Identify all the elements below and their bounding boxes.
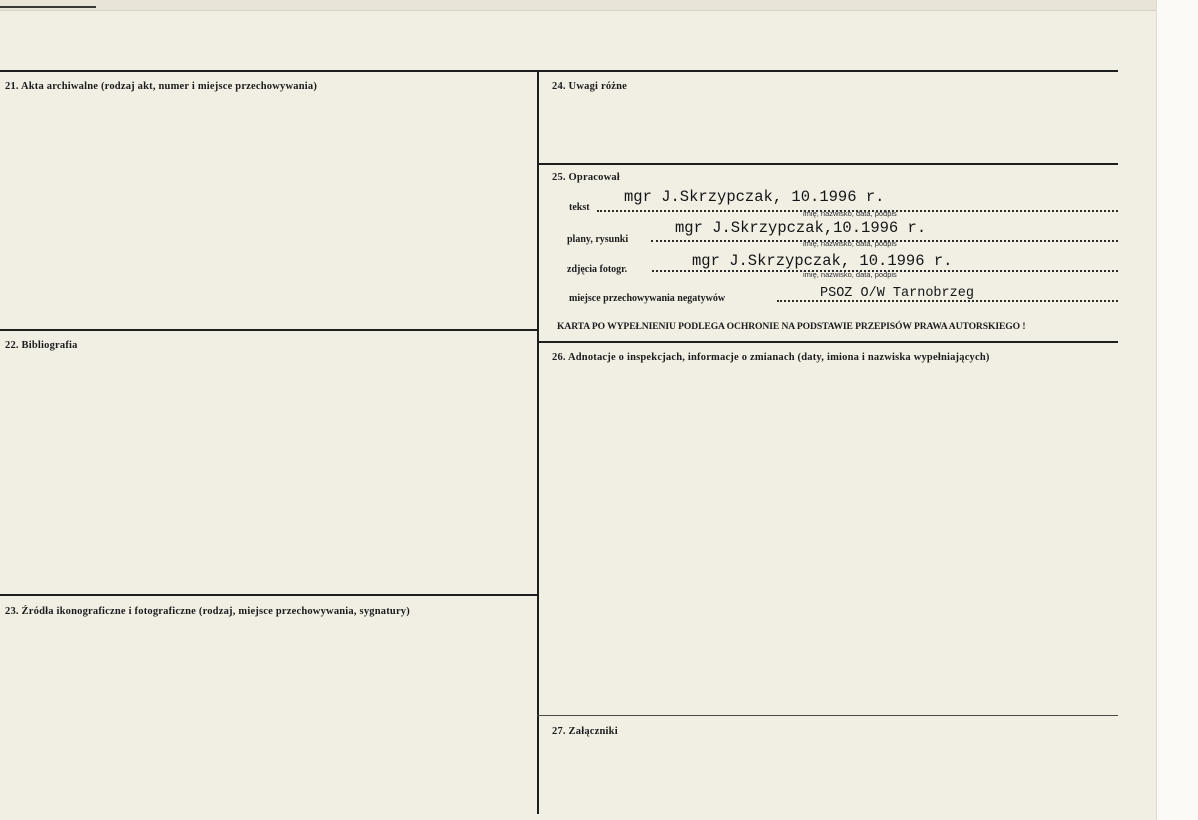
tekst-label: tekst	[569, 202, 590, 213]
section-21-label: 21. Akta archiwalne (rodzaj akt, numer i miejsce przechowywania)	[5, 81, 318, 92]
rule-21-22	[0, 329, 539, 331]
sheet-top-tab	[0, 0, 96, 8]
plany-value: mgr J.Skrzypczak,10.1996 r.	[675, 219, 927, 237]
tekst-caption: imię, nazwisko, data, podpis	[803, 209, 897, 218]
rule-25-26	[537, 341, 1118, 343]
grid-top-rule	[0, 70, 1118, 72]
negatywy-value: PSOZ O/W Tarnobrzeg	[820, 286, 974, 301]
rule-26-27	[537, 715, 1118, 716]
section-25-label: 25. Opracował	[552, 172, 620, 183]
scan-margin	[1156, 0, 1198, 820]
sheet-top-edge	[0, 0, 1156, 11]
tekst-value: mgr J.Skrzypczak, 10.1996 r.	[624, 188, 885, 206]
negatywy-label: miejsce przechowywania negatywów	[569, 293, 726, 304]
section-24-label: 24. Uwagi różne	[552, 81, 628, 92]
zdjecia-caption: imię, nazwisko, data, podpis	[803, 270, 897, 279]
plany-caption: imię, nazwisko, data, podpis	[803, 239, 897, 248]
rule-22-23	[0, 594, 539, 596]
section-22-label: 22. Bibliografia	[5, 340, 78, 351]
copyright-notice: KARTA PO WYPEŁNIENIU PODLEGA OCHRONIE NA PODSTAWIE PRZEPISÓW PRAWA AUTORSKIEGO !	[557, 321, 1026, 332]
section-23-label: 23. Źródła ikonograficzne i fotograficzne (rodzaj, miejsce przechowywania, sygnatury)	[5, 606, 410, 617]
section-27-label: 27. Załączniki	[552, 726, 618, 737]
zdjecia-label: zdjęcia fotogr.	[567, 264, 628, 275]
plany-label: plany, rysunki	[567, 234, 629, 245]
grid-center-divider	[537, 70, 539, 814]
rule-24-25	[537, 163, 1118, 165]
section-26-label: 26. Adnotacje o inspekcjach, informacje o zmianach (daty, imiona i nazwiska wypełniających)	[552, 352, 990, 363]
zdjecia-value: mgr J.Skrzypczak, 10.1996 r.	[692, 252, 953, 270]
